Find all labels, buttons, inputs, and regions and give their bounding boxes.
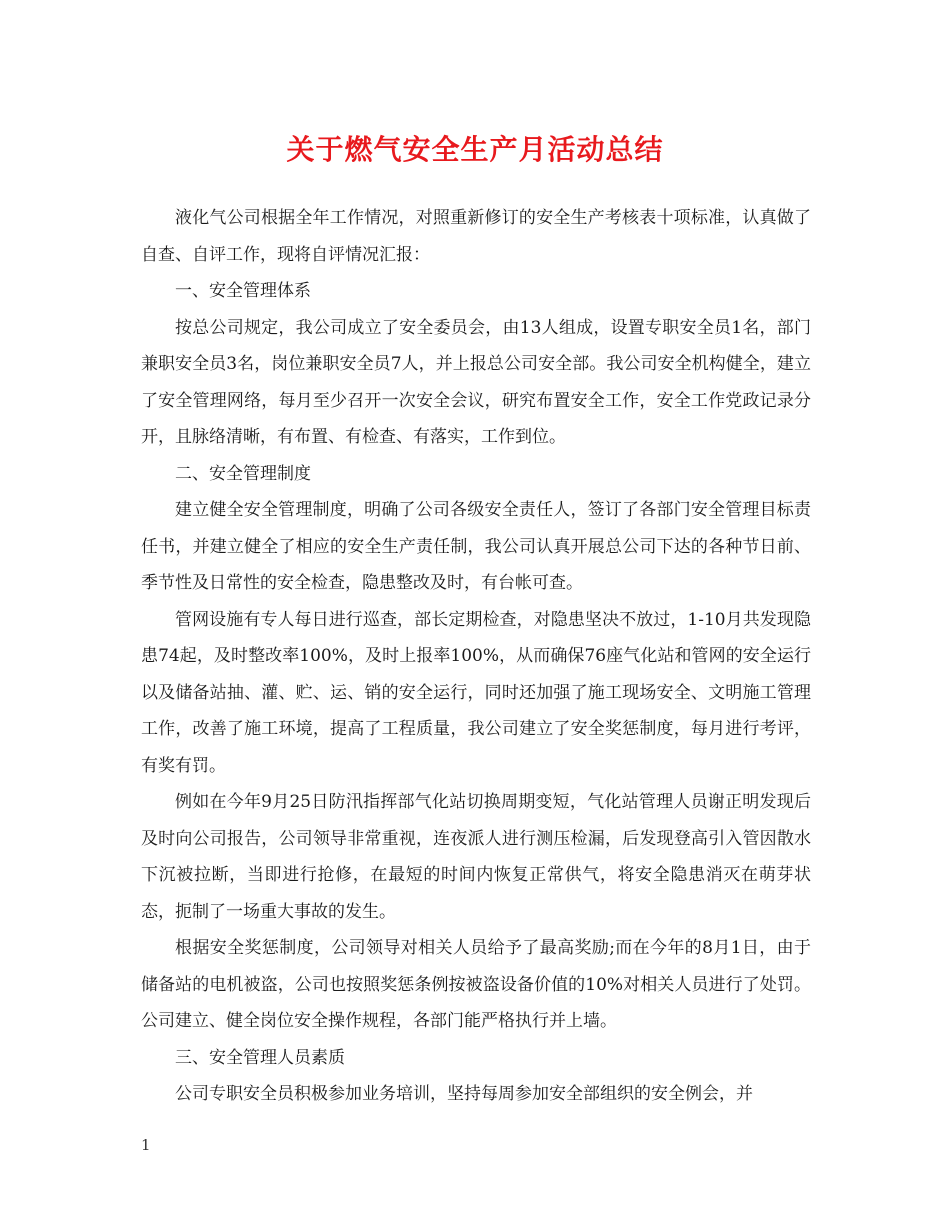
- section-heading-2: 二、安全管理制度: [175, 463, 311, 484]
- paragraph-safety-system: 按总公司规定，我公司成立了安全委员会，由13人组成，设置专职安全员1名，部门兼职安全员3名，岗位兼职安全员7人，并上报总公司安全部。我公司安全机构健全，建立了安全管理网络，每月至少召开一次安全会议，研究布置安全工作，安全工作党政记录分开，且脉络清晰，有布置、有检查、有落实，工作到位。: [141, 317, 811, 447]
- section-heading-1: 一、安全管理体系: [175, 281, 311, 301]
- paragraph-pipeline-inspection: 管网设施有专人每日进行巡查，部长定期检查，对隐患坚决不放过，1-10月共发现隐患74起，及时整改率100%，及时上报率100%，从而确保76座气化站和管网的安全运行以及储备站抽、灌、贮、运、销的安全运行，同时还加强了施工现场安全、文明施工管理工作，改善了施工环境，提高了工程质量，我公司建立了安全奖惩制度，每月进行考评，有奖有罚。: [141, 609, 811, 776]
- page-number: 1: [141, 1136, 151, 1154]
- paragraph-safety-rules: 建立健全安全管理制度，明确了公司各级安全责任人，签订了各部门安全管理目标责任书，并建立健全了相应的安全生产责任制，我公司认真开展总公司下达的各种节日前、季节性及日常性的安全检查，隐患整改及时，有台帐可查。: [141, 500, 811, 593]
- paragraph-staff-quality: 公司专职安全员积极参加业务培训，坚持每周参加安全部组织的安全例会，并: [175, 1084, 753, 1104]
- paragraph-rewards-penalties: 根据安全奖惩制度，公司领导对相关人员给予了最高奖励;而在今年的8月1日，由于储备站的电机被盗，公司也按照奖惩条例按被盗设备价值的10%对相关人员进行了处罚。公司建立、健全岗位安全操作规程，各部门能严格执行并上墙。: [141, 938, 811, 1031]
- paragraph-incident-example: 例如在今年9月25日防汛指挥部气化站切换周期变短，气化站管理人员谢正明发现后及时向公司报告，公司领导非常重视，连夜派人进行测压检漏，后发现登高引入管因散水下沉被拉断，当即进行抢修，在最短的时间内恢复正常供气，将安全隐患消灭在萌芽状态，扼制了一场重大事故的发生。: [141, 792, 811, 922]
- paragraph-intro: 液化气公司根据全年工作情况，对照重新修订的安全生产考核表十项标准，认真做了自查、自评工作，现将自评情况汇报：: [141, 208, 811, 265]
- document-title: 关于燃气安全生产月活动总结: [286, 133, 664, 166]
- section-heading-3: 三、安全管理人员素质: [175, 1047, 345, 1068]
- document-body: [141, 200, 811, 1113]
